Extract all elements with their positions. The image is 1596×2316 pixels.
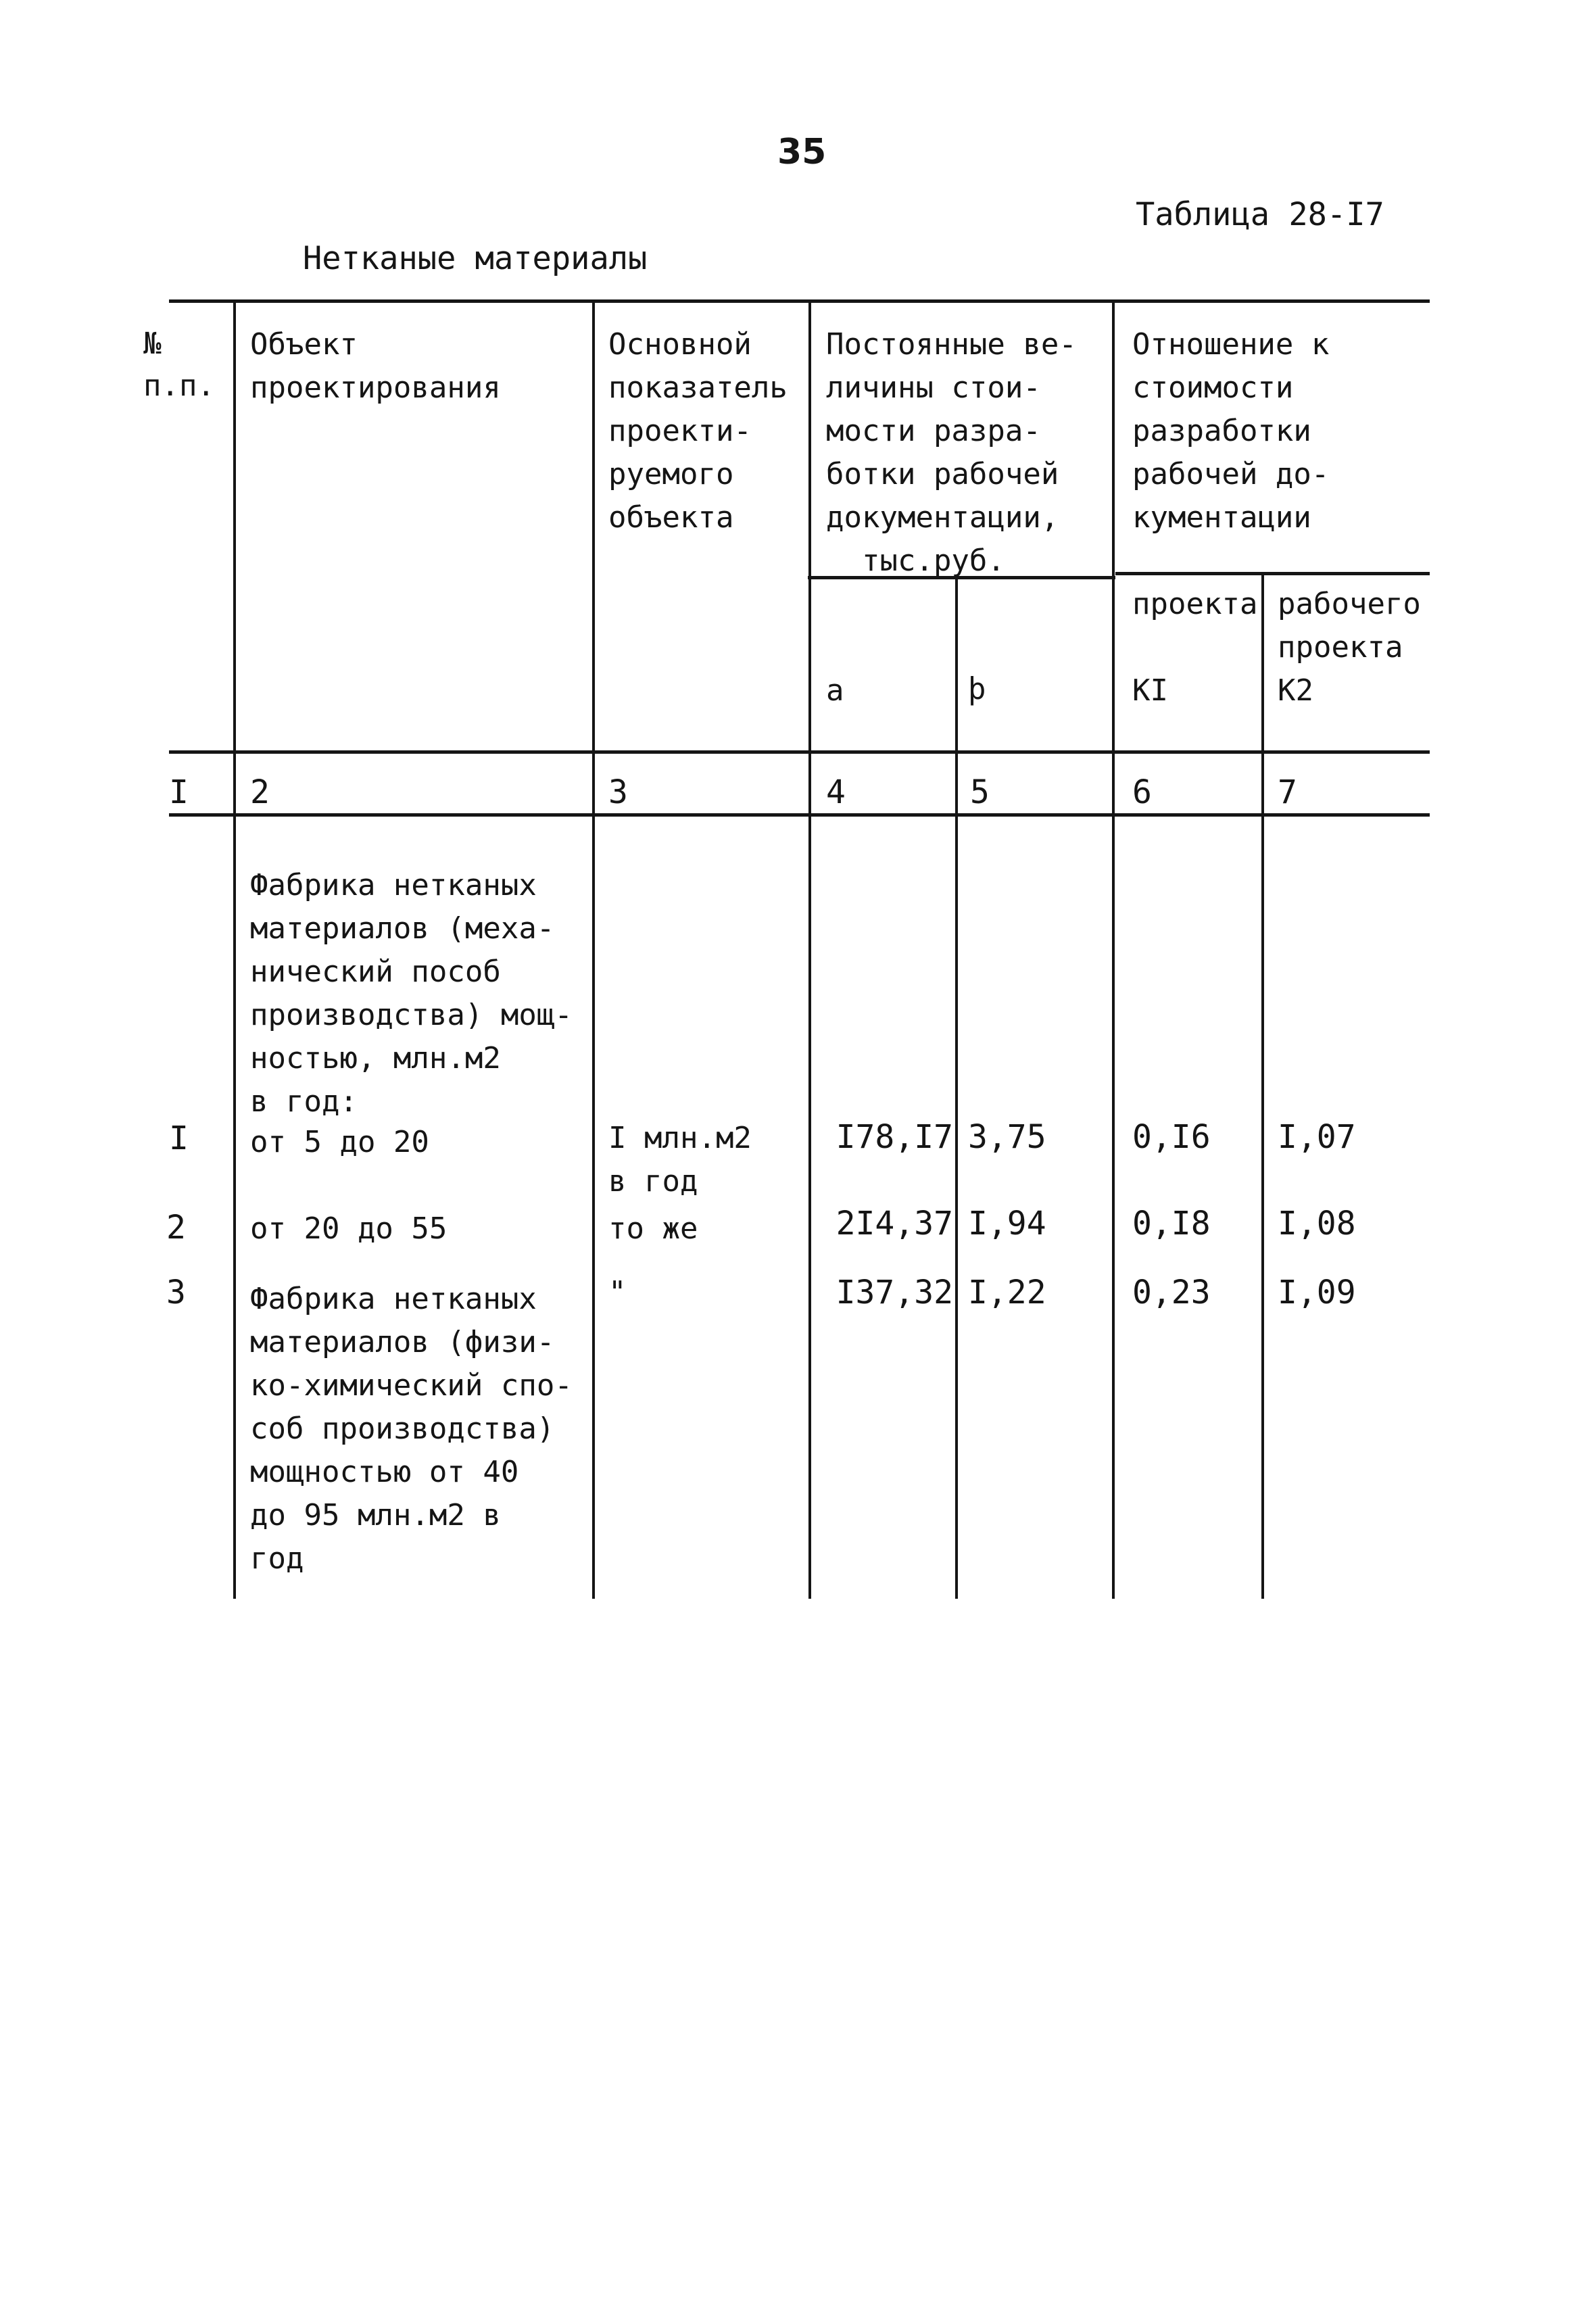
header-ratio: Отношение к стоимости разработки рабочей до- кументации — [1132, 327, 1330, 535]
row-3-object: Фабрика нетканых материалов (физи- ко-химический спо- соб производства) мощностью от 40 до 95 млн.м2 в год — [250, 1282, 573, 1576]
table-top-rule — [169, 299, 1430, 303]
column-number-7: 7 — [1278, 773, 1297, 811]
column-divider-3 — [808, 302, 811, 1599]
column-number-5: 5 — [970, 773, 990, 811]
column-number-4: 4 — [826, 773, 846, 811]
column-number-1: I — [169, 773, 189, 811]
header-b: ϸ — [968, 672, 986, 706]
row-3-num: 3 — [166, 1274, 186, 1311]
row-1-b: 3,75 — [968, 1118, 1046, 1156]
row-2-k1: 0,I8 — [1132, 1205, 1211, 1243]
row-3-k2: I,09 — [1278, 1274, 1356, 1311]
column-divider-2 — [592, 302, 595, 1599]
header-object: Объект проектирования — [250, 327, 501, 405]
header-k2: рабочего проекта К2 — [1278, 587, 1421, 708]
header-a: а — [826, 673, 844, 708]
header-constants: Постоянные ве- личины стои- мости разра- ботки рабочей документации, тыс.руб. — [826, 327, 1077, 578]
ratio-subheader-rule — [1115, 572, 1430, 575]
group-heading: Фабрика нетканых материалов (меха- нический пособ производства) мощ- ностью, млн.м2 в год: — [250, 868, 573, 1119]
row-1-k1: 0,I6 — [1132, 1118, 1211, 1156]
row-2-k2: I,08 — [1278, 1205, 1356, 1243]
row-1-num: I — [169, 1119, 189, 1157]
header-num: № п.п. — [143, 327, 215, 403]
column-number-6: 6 — [1132, 773, 1152, 811]
column-numbers-bottom-rule — [169, 813, 1430, 817]
column-divider-4 — [955, 577, 958, 1599]
table-title: Нетканые материалы — [303, 240, 648, 277]
row-2-object: от 20 до 55 — [250, 1211, 448, 1246]
column-number-2: 2 — [250, 773, 270, 811]
row-1-object: от 5 до 20 — [250, 1125, 429, 1159]
row-3-indicator: " — [608, 1275, 627, 1309]
row-2-num: 2 — [166, 1209, 186, 1247]
row-3-b: I,22 — [968, 1274, 1046, 1311]
header-bottom-rule — [169, 750, 1430, 754]
column-divider-1 — [233, 302, 236, 1599]
row-3-a: I37,32 — [836, 1274, 953, 1311]
header-indicator: Основной показатель проекти- руемого объекта — [608, 327, 788, 535]
header-k1: проекта КI — [1132, 587, 1258, 708]
table-number: Таблица 28-I7 — [1136, 196, 1384, 233]
row-1-indicator: I млн.м2 в год — [608, 1121, 752, 1199]
page-number: 35 — [777, 132, 827, 172]
row-2-indicator: то же — [608, 1211, 698, 1246]
row-3-k1: 0,23 — [1132, 1274, 1211, 1311]
column-number-3: 3 — [608, 773, 628, 811]
row-2-b: I,94 — [968, 1205, 1046, 1243]
row-2-a: 2I4,37 — [836, 1205, 953, 1243]
row-1-k2: I,07 — [1278, 1118, 1356, 1156]
row-1-a: I78,I7 — [836, 1118, 953, 1156]
column-divider-6 — [1261, 573, 1264, 1599]
column-divider-5 — [1112, 302, 1115, 1599]
